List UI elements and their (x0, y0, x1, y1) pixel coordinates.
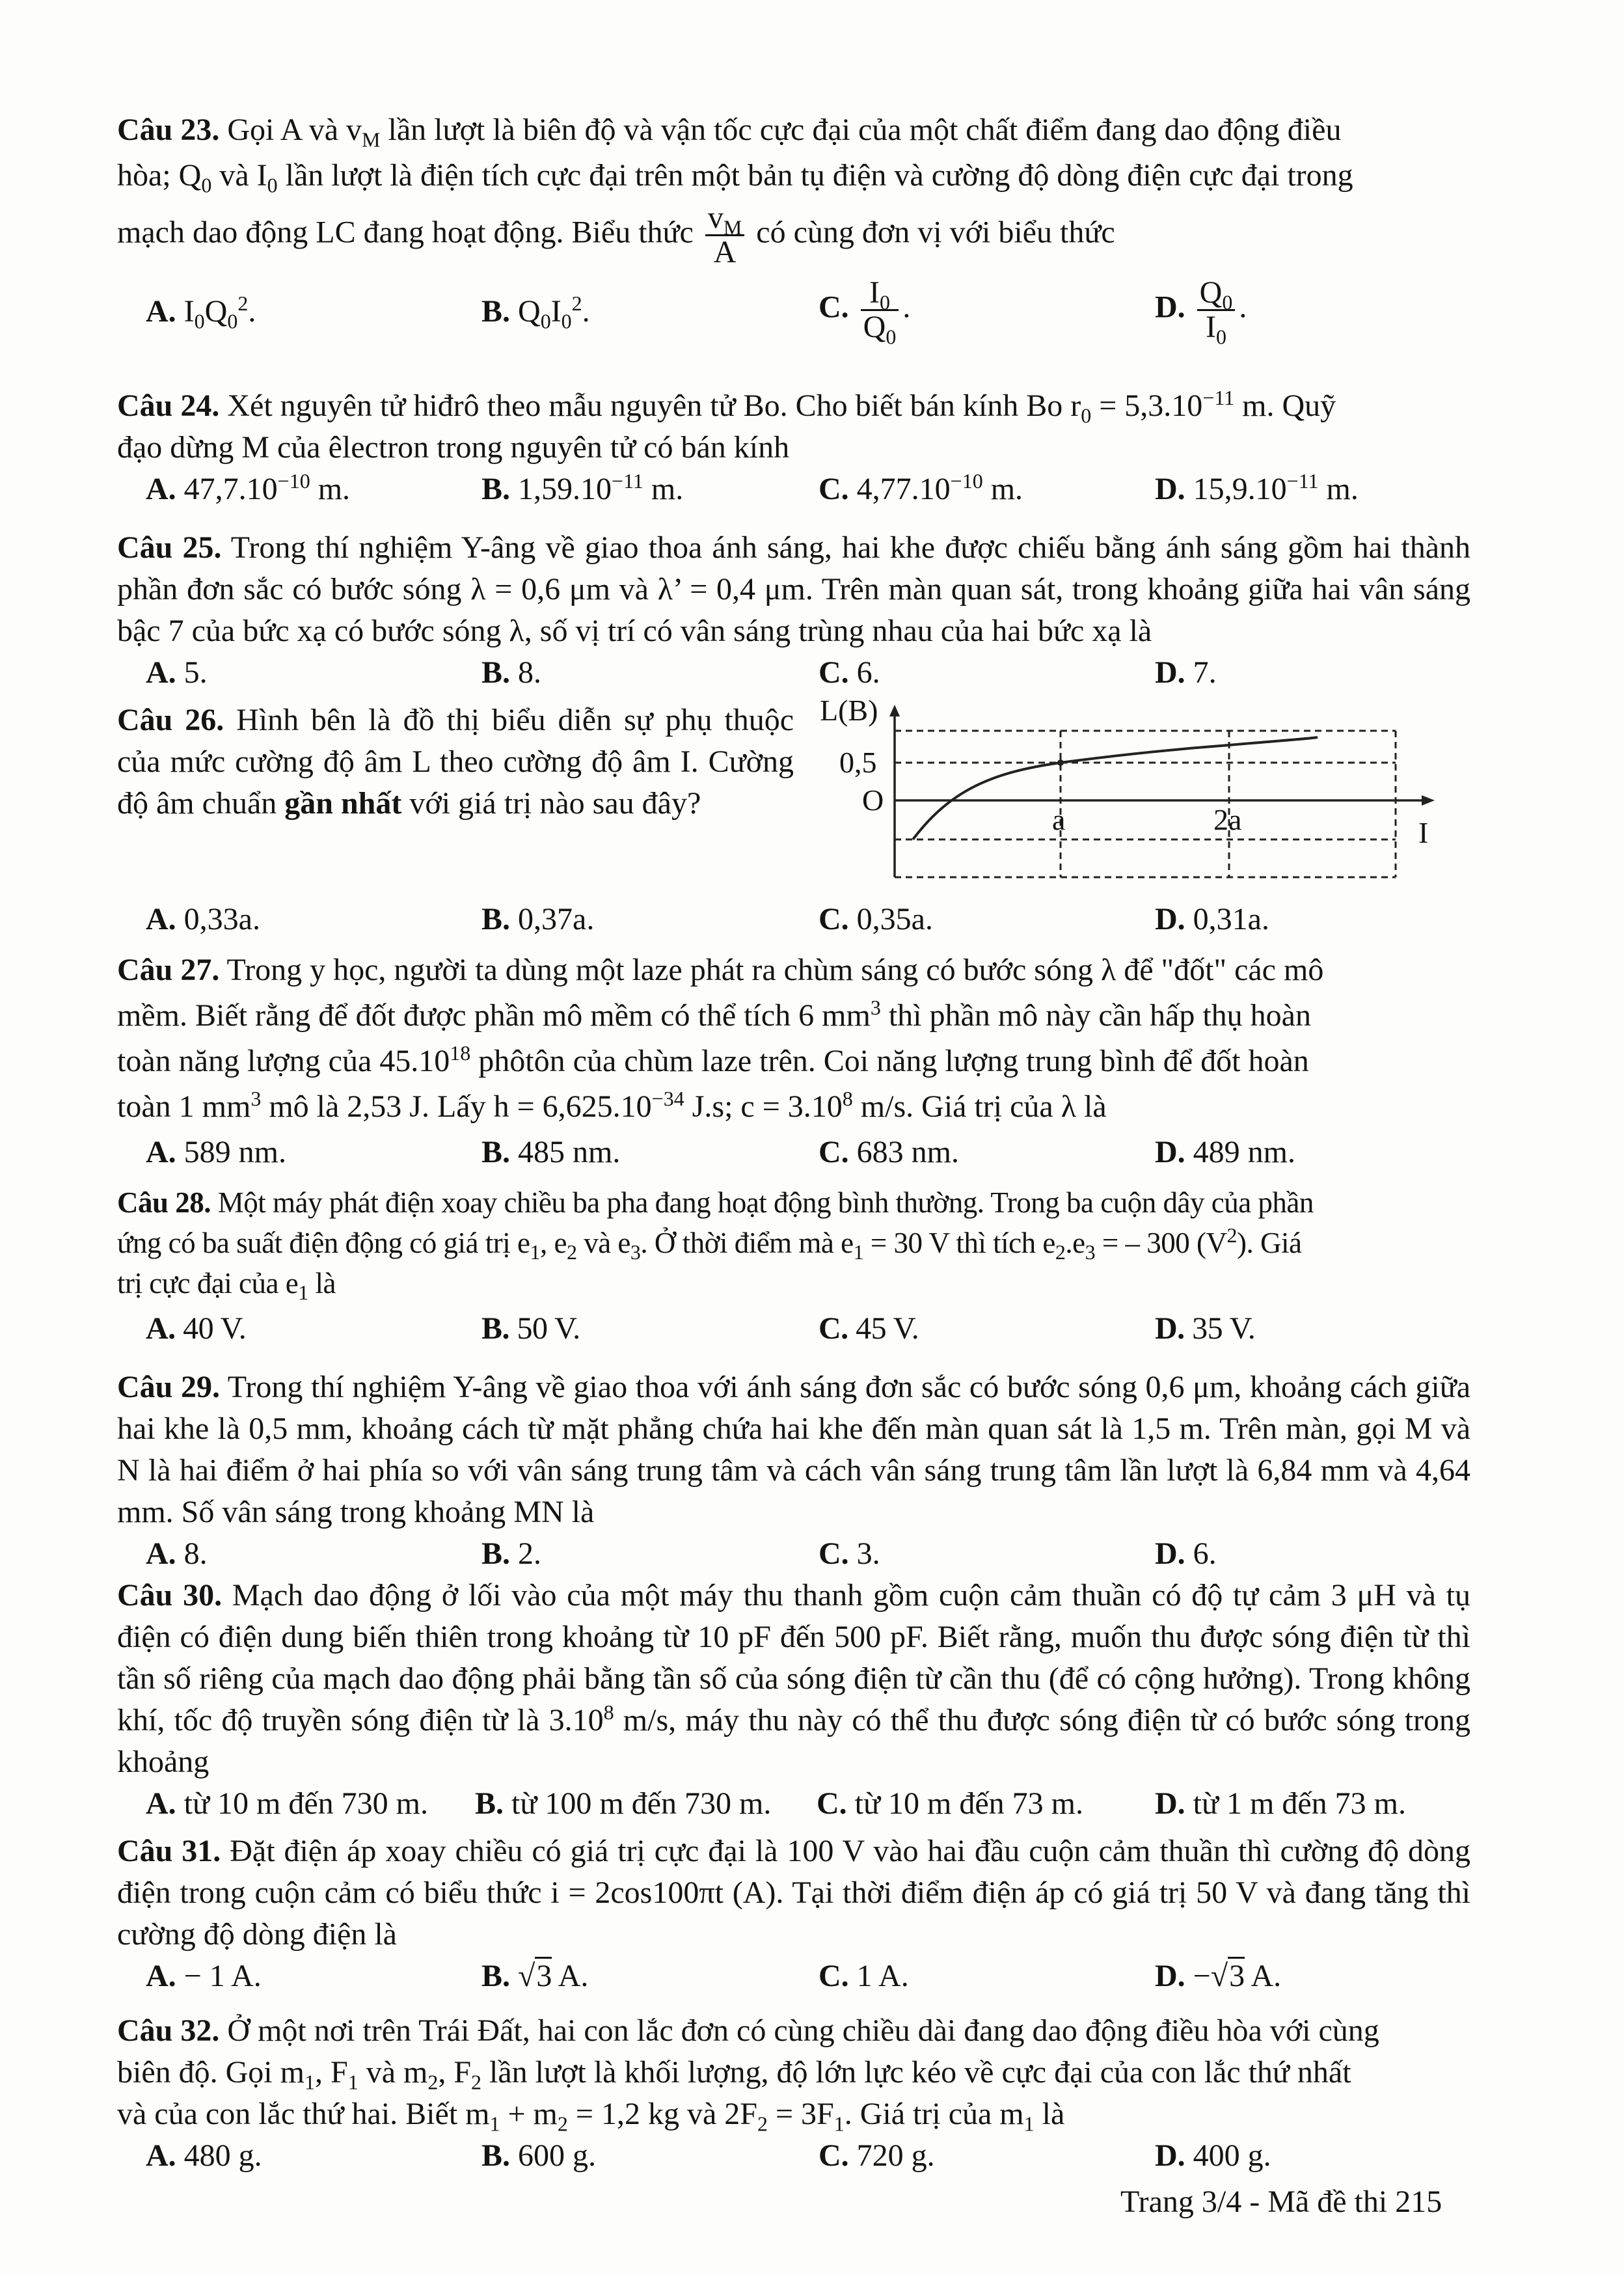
q29-option-b[interactable]: B. 2. (481, 1536, 542, 1571)
q31-option-d[interactable]: D. −√3 A. (1155, 1955, 1281, 1997)
question-25: Câu 25. Trong thí nghiệm Y-âng về giao thoa ánh sáng, hai khe được chiếu bằng ánh sáng gồm hai thành phần đơn sắc có bước sóng λ = 0,6 μm và λ’ = 0,4 μm. Trên màn quan sát, trong khoảng giữa hai vân sáng bậc 7 của bức xạ có bước sóng λ, số vị trí có vân sáng trùng nhau của hai bức xạ là A. 5. B. 8. C. 6. D. 7. (117, 527, 1470, 694)
q30-option-a[interactable]: A. từ 10 m đến 730 m. (146, 1786, 428, 1821)
q29-option-c[interactable]: C. 3. (819, 1536, 880, 1571)
x-tick-a: a (1052, 803, 1066, 836)
question-23 (117, 109, 1470, 348)
q31-options (117, 1955, 1470, 1997)
y-tick-label: 0,5 (839, 746, 877, 779)
question-29: Câu 29. Trong thí nghiệm Y-âng về giao thoa với ánh sáng đơn sắc có bước sóng 0,6 μm, khoảng cách giữa hai khe là 0,5 mm, khoảng cách từ mặt phẳng chứa hai khe đến màn quan sát là 1,5 m. Trên màn, gọi M và N là hai điểm ở hai phía so với vân sáng trung tâm và cách vân sáng trung tâm lần lượt là 6,84 mm và 4,64 mm. Số vân sáng trong khoảng MN là A. 8. B. 2. C. 3. D. 6. (117, 1367, 1470, 1575)
q30-option-b[interactable]: B. từ 100 m đến 730 m. (475, 1786, 772, 1821)
q25-options (117, 652, 1470, 694)
q24-option-b[interactable]: B. $1,59.10^{-11}$ m. (481, 469, 684, 506)
q23-line3: mạch dao động LC đang hoạt động. Biểu thức $\frac{v_M}{A}$ có cùng đơn vị với biểu thức (117, 200, 1115, 269)
question-27: Câu 27. Trong y học, người ta dùng một laze phát ra chùm sáng có bước sóng λ để "đốt" các mô mềm. Biết rằng để đốt được phần mô mềm có thể tích 6 $mm^3$ thì phần mô này cần hấp thụ hoàn toàn năng lượng của 45.10$^{18}$ phôtôn của chùm laze trên. Coi năng lượng trung bình để đốt hoàn toàn 1 $mm^3$ mô là 2,53 J. Lấy $h = 6,625.10^{-34}$ J.s; $c = 3.10^8$ m/s. Giá trị của λ là A. 589 nm. B. 485 nm. C. 683 nm. D. 489 nm. (117, 947, 1470, 1171)
q31-option-a[interactable]: A. − 1 A. (146, 1959, 262, 1993)
q32-option-d[interactable]: D. 400 g. (1155, 2138, 1271, 2173)
q24-option-a[interactable]: A. $47,7.10^{-10}$ m. (146, 469, 351, 506)
q31-option-b[interactable]: B. √3 A. (481, 1955, 588, 1997)
q28-option-d[interactable]: D. 35 V. (1155, 1311, 1256, 1346)
question-26-text: Câu 26. Hình bên là đồ thị biểu diễn sự phụ thuộc của mức cường độ âm L theo cường độ âm I. Cường độ âm chuẩn gần nhất với giá trị nào sau đây? (117, 703, 794, 821)
q27-option-a[interactable]: A. 589 nm. (146, 1135, 287, 1169)
q30-option-c[interactable]: C. từ 10 m đến 73 m. (817, 1786, 1083, 1821)
y-axis-arrow (889, 705, 900, 716)
q25-option-b[interactable]: B. 8. (481, 655, 542, 690)
q30-options (117, 1783, 1470, 1825)
q29-option-d[interactable]: D. 6. (1155, 1536, 1217, 1571)
q26-option-a[interactable]: A. 0,33a. (146, 902, 260, 936)
q24-option-c[interactable]: C. $4,77.10^{-10}$ m. (819, 469, 1023, 506)
q29-options (117, 1533, 1470, 1575)
q25-option-d[interactable]: D. 7. (1155, 655, 1217, 690)
q23-line1: Câu 23. Gọi A và $v_M$ lần lượt là biên độ và vận tốc cực đại của một chất điểm đang dao động điều (117, 113, 1342, 152)
q26-option-c[interactable]: C. 0,35a. (819, 902, 933, 936)
x-axis-arrow (1422, 795, 1435, 806)
question-31: Câu 31. Đặt điện áp xoay chiều có giá trị cực đại là 100 V vào hai đầu cuộn cảm thuần thì cường độ dòng điện trong cuộn cảm có biểu thức i = 2cos100πt (A). Tại thời điểm điện áp có giá trị 50 V và đang tăng thì cường độ dòng điện là A. − 1 A. B. √3 A. C. 1 A. D. −√3 A. (117, 1831, 1470, 1997)
q27-option-c[interactable]: C. 683 nm. (819, 1135, 960, 1169)
q26-option-b[interactable]: B. 0,37a. (481, 902, 595, 936)
point-a (1057, 759, 1064, 766)
q24-option-d[interactable]: D. $15,9.10^{-11}$ m. (1155, 469, 1359, 506)
q23-option-d[interactable]: D. $\frac{Q_0}{I_0}$ . (1155, 275, 1247, 349)
q26-graph (817, 700, 1444, 888)
q27-option-b[interactable]: B. 485 nm. (481, 1135, 621, 1169)
l-curve (913, 737, 1318, 839)
question-28: Câu 28. Một máy phát điện xoay chiều ba pha đang hoạt động bình thường. Trong ba cuộn dây của phần ứng có ba suất điện động có giá trị $e_1$, $e_2$ và $e_3$. Ở thời điểm mà $e_1 = 30$ V thì tích $e_2.e_3$ = – 300 $(V^2)$. Giá trị cực đại của $e_1$ là A. 40 V. B. 50 V. C. 45 V. D. 35 V. (117, 1182, 1470, 1350)
x-tick-2a: 2a (1213, 803, 1242, 836)
q30-option-d[interactable]: D. từ 1 m đến 73 m. (1155, 1786, 1406, 1821)
page-footer: Trang 3/4 - Mã đề thi 215 (1120, 2185, 1442, 2219)
x-axis-label: I (1418, 816, 1429, 849)
q32-option-b[interactable]: B. 600 g. (481, 2138, 597, 2173)
origin-label: O (862, 783, 884, 817)
q32-option-c[interactable]: C. 720 g. (819, 2138, 935, 2173)
q23-options (117, 277, 1470, 348)
q26-options (117, 899, 1470, 940)
q26-options-wrap (117, 899, 1470, 940)
q26-option-d[interactable]: D. 0,31a. (1155, 902, 1269, 936)
q28-option-b[interactable]: B. 50 V. (481, 1311, 580, 1346)
q24-options (117, 469, 1470, 510)
question-24: Câu 24. Xét nguyên tử hiđrô theo mẫu nguyên tử Bo. Cho biết bán kính Bo $r_0 = 5,3.10^{-11}$ m. Quỹ đạo dừng M của êlectron trong nguyên tử có bán kính A. $47,7.10^{-10}$ m. B. $1,59.10^{-11}$ m. C. $4,77.10^{-10}$ m. D. $15,9.10^{-11}$ m. (117, 385, 1470, 510)
q23-option-b[interactable]: B. $Q_0I_0^2$. (481, 292, 590, 333)
q32-option-a[interactable]: A. 480 g. (146, 2138, 262, 2173)
q29-option-a[interactable]: A. 8. (146, 1536, 208, 1571)
q28-option-a[interactable]: A. 40 V. (146, 1311, 247, 1346)
q28-options (117, 1309, 1470, 1350)
q23-line2: hòa; $Q_0$ và $I_0$ lần lượt là điện tích cực đại trên một bản tụ điện và cường độ dòng điện cực đại trong (117, 158, 1353, 197)
q28-option-c[interactable]: C. 45 V. (819, 1311, 919, 1346)
q31-option-c[interactable]: C. 1 A. (819, 1959, 909, 1993)
q25-option-c[interactable]: C. 6. (819, 655, 880, 690)
question-32: Câu 32. Ở một nơi trên Trái Đất, hai con lắc đơn có cùng chiều dài đang dao động điều hòa với cùng biên độ. Gọi $m_1$, $F_1$ và $m_2$, $F_2$ lần lượt là khối lượng, độ lớn lực kéo về cực đại của con lắc thứ nhất và của con lắc thứ hai. Biết $m_1 + m_2 = 1,2$ kg và $2F_2 = 3F_1$. Giá trị của $m_1$ là A. 480 g. B. 600 g. C. 720 g. D. 400 g. (117, 2010, 1470, 2177)
q25-option-a[interactable]: A. 5. (146, 655, 208, 690)
y-axis-label: L(B) (820, 700, 878, 727)
q23-option-c[interactable]: C. $\frac{I_0}{Q_0}$ . (819, 275, 911, 349)
question-30: Câu 30. Mạch dao động ở lối vào của một máy thu thanh gồm cuộn cảm thuần có độ tự cảm 3 μH và tụ điện có điện dung biến thiên trong khoảng từ 10 pF đến 500 pF. Biết rằng, muốn thu được sóng điện từ thì tần số riêng của mạch dao động phải bằng tần số của sóng điện từ cần thu (để có cộng hưởng). Trong không khí, tốc độ truyền sóng điện từ là 3.10$^8$ m/s, máy thu này có thể thu được sóng điện từ có bước sóng trong khoảng A. từ 10 m đến 730 m. B. từ 100 m đến 730 m. C. từ 10 m đến 73 m. D. từ 1 m đến 73 m. (117, 1575, 1470, 1825)
q27-option-d[interactable]: D. 489 nm. (1155, 1135, 1296, 1169)
q27-options (117, 1130, 1470, 1171)
q32-options (117, 2135, 1470, 2177)
q23-fraction: $\frac{v_M}{A}$ (705, 202, 744, 269)
q23-option-a[interactable]: A. $I_0Q_0^2$. (146, 292, 256, 333)
